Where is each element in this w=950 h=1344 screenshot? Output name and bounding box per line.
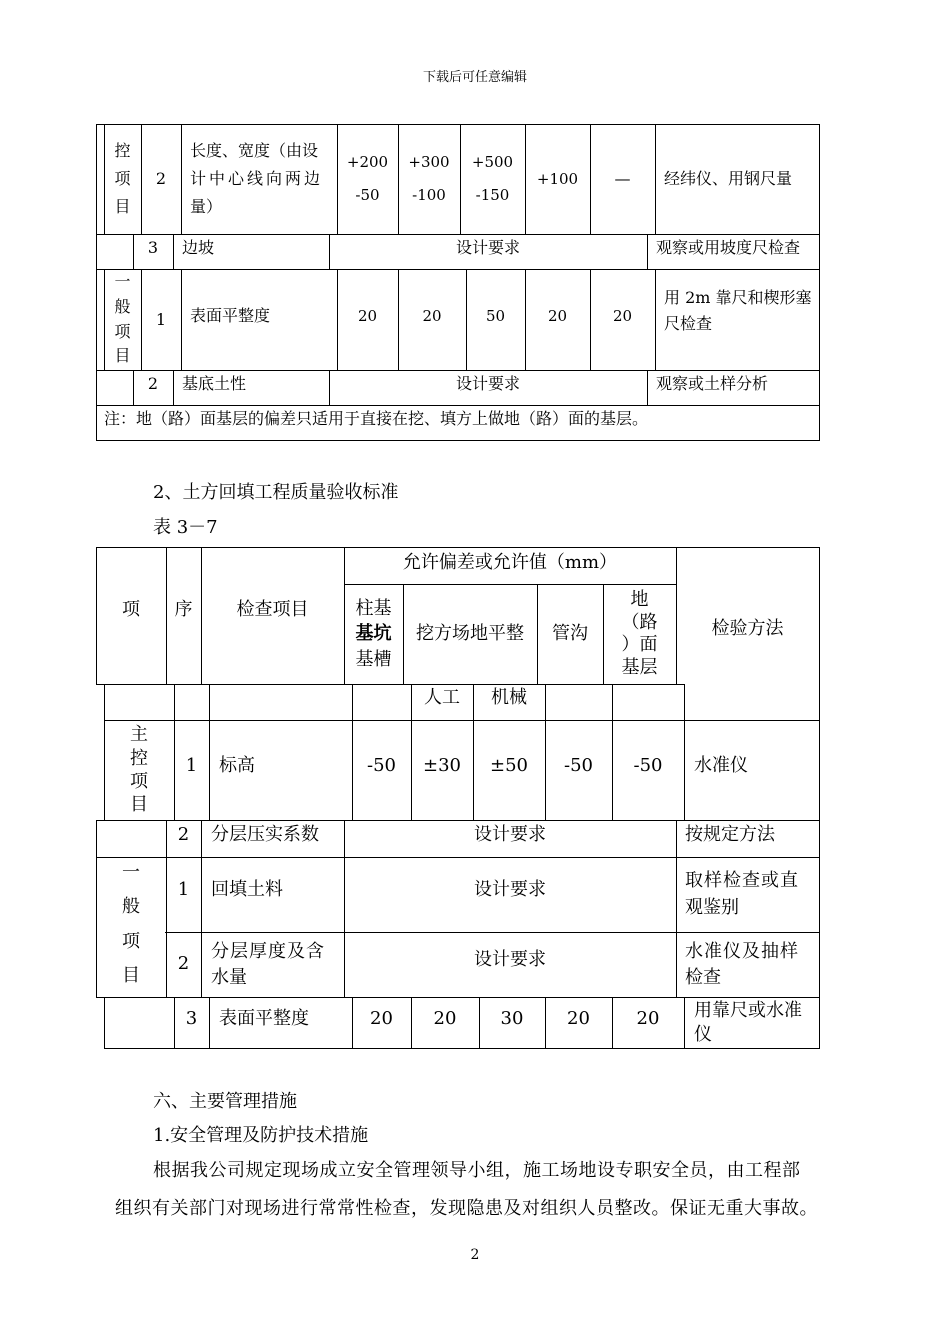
method-cell: 水准仪 <box>694 754 748 776</box>
header-check-item: 检查项目 <box>236 599 309 621</box>
header-trench: 管沟 <box>552 622 588 644</box>
body-paragraph-line: 组织有关部门对现场进行常常性检查，发现隐患及对组织人员整改。保证无重大事故。 <box>115 1198 818 1219</box>
method-cell: 观察或土样分析 <box>656 373 769 393</box>
value-cell: -50 <box>564 754 593 776</box>
header-allowance: 允许偏差或允许值（mm） <box>402 551 618 573</box>
value-cell: +100 <box>536 170 579 188</box>
body-paragraph-line: 根据我公司规定现场成立安全管理领导小组，施工场地设专职安全员，由工程部 <box>153 1160 801 1181</box>
method-cell: 用 2m 靠尺和楔形塞 尺检查 <box>664 288 812 333</box>
value-cell: 20 <box>357 306 378 325</box>
seq-cell: 2 <box>155 169 167 189</box>
subheader-machine: 机械 <box>491 686 527 708</box>
item-cell: 标高 <box>219 754 255 776</box>
method-cell: 经纬仪、用钢尺量 <box>664 169 793 189</box>
section-heading: 2、土方回填工程质量验收标准 <box>153 482 399 503</box>
value-cell: 20 <box>547 306 568 325</box>
value-cell: 20 <box>433 1007 457 1029</box>
table-note: 注：地（路）面基层的偏差只适用于直接在挖、填方上做地（路）面的基层。 <box>104 408 649 428</box>
header-ground-base: 地 （路 ）面 基层 <box>621 589 658 678</box>
value-cell: ±50 <box>490 754 528 776</box>
item-cell: 分层压实系数 <box>211 823 319 845</box>
item-cell: 表面平整度 <box>219 1007 309 1029</box>
header-site-leveling: 挖方场地平整 <box>416 622 524 644</box>
value-cell: 50 <box>485 306 506 325</box>
item-cell: 分层厚度及含 水量 <box>211 941 325 988</box>
value-cell: 20 <box>567 1007 590 1029</box>
category-general: 一 般 项 目 <box>114 271 131 366</box>
value-cell: 设计要求 <box>474 878 546 900</box>
header-pit: 柱基 基坑 基槽 <box>355 598 392 670</box>
section-heading: 六、主要管理措施 <box>153 1091 297 1112</box>
value-cell: 30 <box>500 1007 524 1029</box>
method-cell: 观察或用坡度尺检查 <box>656 237 801 257</box>
seq-cell: 2 <box>177 953 190 975</box>
header-category: 项 <box>122 599 140 621</box>
seq-cell: 2 <box>147 373 159 393</box>
subheader-manual: 人工 <box>424 686 460 708</box>
value-cell: 20 <box>636 1007 660 1029</box>
value-cell: +200 -50 <box>346 153 389 204</box>
value-cell: 设计要求 <box>455 237 520 257</box>
seq-cell: 2 <box>177 823 190 845</box>
header-method: 检验方法 <box>711 618 784 640</box>
value-cell: ±30 <box>423 754 461 776</box>
category-general: 一 般 项 目 <box>122 862 140 986</box>
value-cell: 设计要求 <box>474 823 546 845</box>
value-cell: 设计要求 <box>474 948 546 970</box>
value-cell: +500 -150 <box>471 153 514 204</box>
category-main-control: 控 项 目 <box>114 141 131 216</box>
seq-cell: 1 <box>155 309 167 329</box>
seq-cell: 1 <box>185 754 198 776</box>
seq-cell: 3 <box>185 1007 198 1029</box>
value-cell: — <box>614 169 631 189</box>
value-cell: 20 <box>612 306 633 325</box>
item-cell: 长度、宽度（由设 计中心线向两边 量） <box>190 141 324 216</box>
page-number: 2 <box>470 1247 480 1263</box>
value-cell: -50 <box>633 754 663 776</box>
page-header: 下载后可任意编辑 <box>422 70 527 85</box>
method-cell: 水准仪及抽样 检查 <box>685 941 799 988</box>
header-seq: 序 <box>174 599 193 621</box>
value-cell: 20 <box>370 1007 393 1029</box>
category-main-control: 主 控 项 目 <box>130 724 148 816</box>
item-cell: 回填土料 <box>211 878 283 900</box>
value-cell: 20 <box>422 306 442 325</box>
method-cell: 取样检查或直 观鉴别 <box>685 870 799 918</box>
method-cell: 按规定方法 <box>685 823 775 845</box>
value-cell: +300 -100 <box>408 153 450 204</box>
item-cell: 基底土性 <box>182 373 247 393</box>
method-cell: 用靠尺或水准 仪 <box>694 1000 802 1045</box>
seq-cell: 1 <box>177 878 190 900</box>
item-cell: 表面平整度 <box>190 305 271 325</box>
value-cell: 设计要求 <box>455 373 520 393</box>
subsection-heading: 1.安全管理及防护技术措施 <box>153 1125 369 1146</box>
value-cell: -50 <box>367 754 396 776</box>
seq-cell: 3 <box>147 237 159 257</box>
table-label: 表 3－7 <box>153 517 218 538</box>
item-cell: 边坡 <box>182 237 215 257</box>
